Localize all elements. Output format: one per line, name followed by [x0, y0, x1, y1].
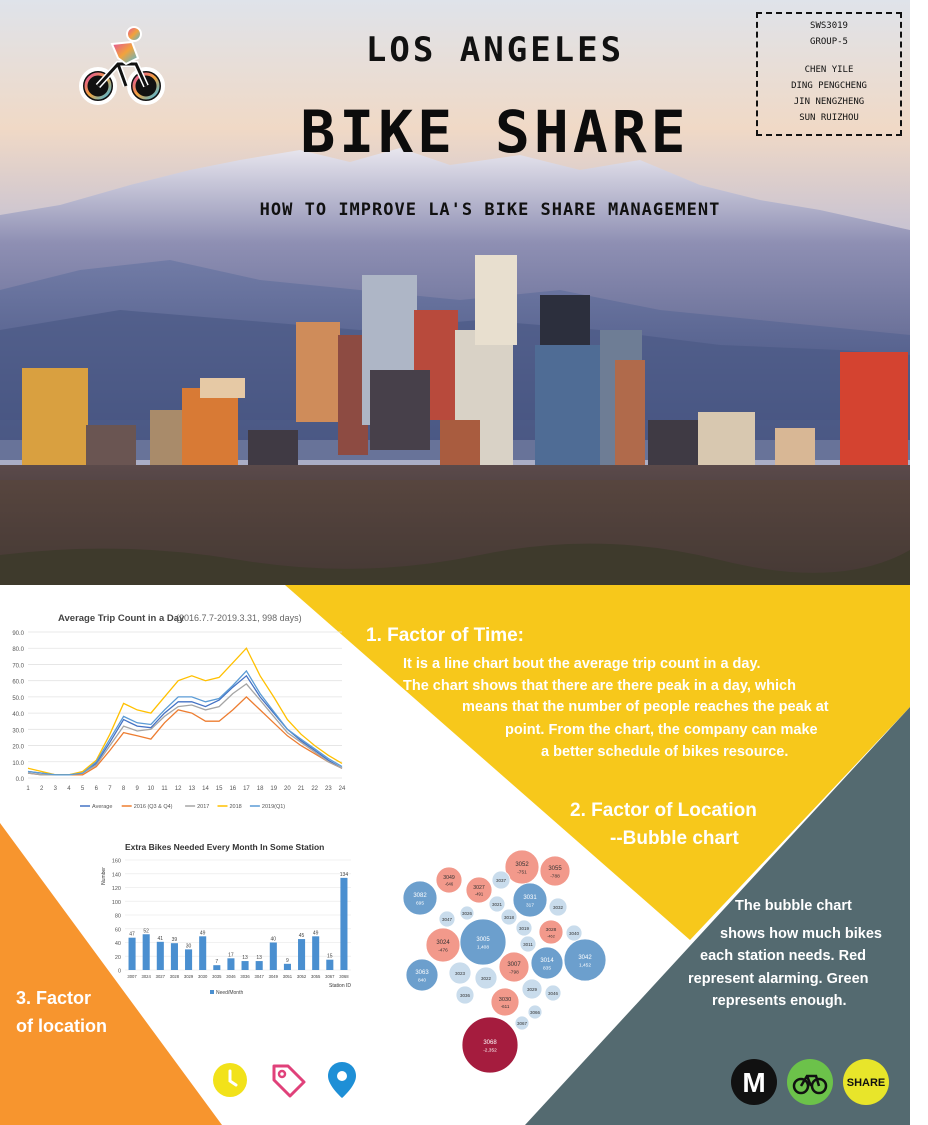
factor-location-subheading: --Bubble chart	[610, 828, 739, 849]
bar	[213, 965, 220, 970]
bubble-id-label: 3014	[540, 958, 554, 964]
bar	[171, 943, 178, 970]
bubble-desc-line: represent alarming. Green	[688, 971, 869, 987]
bubble-id-label: 3042	[578, 955, 592, 961]
y-tick-label: 140	[111, 872, 121, 879]
x-tick-label: 6	[94, 786, 98, 792]
bar-value-label: 13	[242, 955, 248, 962]
bubble-value-label: 317	[525, 903, 535, 909]
title-main: BIKE SHARE	[300, 98, 690, 166]
bubble-id-label: 3037	[495, 878, 507, 883]
y-tick-label: 70.0	[12, 663, 24, 670]
y-tick-label: 80	[114, 913, 121, 920]
bubble-id-label: 3011	[523, 942, 533, 947]
bubble-id-label: 3063	[415, 970, 429, 976]
x-tick-label: 9	[135, 786, 139, 792]
member-name: DING PENGCHENG	[791, 81, 867, 91]
bubble-id-label: 3032	[552, 905, 564, 910]
legend-label: Average	[92, 804, 113, 810]
x-tick-label: 14	[202, 786, 209, 792]
bubble-value-label: -2,352	[483, 1048, 497, 1054]
bubble-id-label: 3027	[473, 885, 485, 891]
bar-value-label: 17	[228, 952, 234, 959]
bubble-value-label: -798	[509, 970, 519, 976]
bubble-value-label: -611	[500, 1004, 510, 1010]
bar	[256, 961, 263, 970]
y-tick-label: 40.0	[12, 712, 24, 719]
bar	[157, 942, 164, 970]
bubble-value-label: 835	[542, 966, 552, 972]
title-top: LOS ANGELES	[365, 30, 625, 70]
y-tick-label: 60	[114, 927, 121, 934]
y-tick-label: 30.0	[12, 728, 24, 735]
x-tick-label: 1	[26, 786, 30, 792]
bubble-id-label: 3049	[443, 875, 455, 881]
x-tick-label: 5	[80, 786, 85, 792]
metro-icon	[730, 1058, 778, 1111]
x-tick-label: 3024	[141, 974, 151, 979]
bar-value-label: 15	[327, 953, 333, 960]
y-tick-label: 50.0	[12, 695, 24, 702]
x-tick-label: 17	[243, 786, 250, 792]
bubble-value-label: 1,452	[578, 963, 592, 969]
bubble-id-label: 3047	[441, 917, 453, 922]
member-name: JIN NENGZHENG	[793, 97, 865, 107]
x-tick-label: 3068	[339, 974, 349, 979]
member-name: CHEN YILE	[804, 65, 854, 75]
bar	[340, 878, 347, 970]
x-tick-label: 3028	[169, 974, 180, 979]
subtitle: HOW TO IMPROVE LA'S BIKE SHARE MANAGEMENT	[259, 200, 721, 220]
bar-value-label: 30	[185, 943, 192, 950]
x-tick-label: 15	[215, 786, 223, 792]
member-name: SUN RUIZHOU	[799, 113, 859, 123]
y-tick-label: 120	[111, 886, 121, 892]
y-tick-label: 90.0	[12, 631, 24, 637]
factor-time-heading: 1. Factor of Time:	[366, 625, 525, 646]
bar-value-label: 39	[171, 937, 178, 944]
x-tick-label: 22	[311, 786, 319, 792]
bubble-id-label: 3019	[518, 926, 530, 931]
x-tick-label: 3067	[325, 974, 335, 979]
line-chart-title: Average Trip Count in a Day	[58, 613, 185, 624]
factor-time-line: The chart shows that there are there peak in a day, which	[403, 678, 796, 694]
legend-label: 2017	[197, 804, 210, 810]
bubble-value-label: -462	[547, 934, 555, 939]
factor-three-heading: 3. Factor	[16, 988, 92, 1008]
cyclist-logo	[76, 24, 168, 112]
bar-value-label: 45	[298, 933, 305, 940]
x-tick-label: 3030	[198, 974, 208, 979]
group-name: GROUP-5	[810, 37, 848, 47]
bubble-value-label: -646	[444, 881, 454, 887]
y-tick-label: 10.0	[12, 760, 24, 767]
x-tick-label: 21	[297, 786, 305, 792]
y-tick-label: 80.0	[12, 647, 24, 654]
bubble-id-label: 3066	[529, 1010, 541, 1015]
x-tick-label: 8	[121, 786, 126, 792]
bubble-id-label: 3068	[483, 1040, 497, 1046]
x-tick-label: 11	[161, 786, 168, 792]
bar-chart	[95, 838, 355, 1008]
y-tick-label: 0.0	[15, 777, 24, 783]
bubble-desc-line: shows how much bikes	[720, 926, 882, 942]
factor-three-subheading: of location	[16, 1016, 107, 1036]
legend-label: 2019(Q1)	[261, 804, 286, 810]
series-line	[28, 671, 342, 775]
bar	[242, 961, 249, 970]
bubble-value-label: -751	[517, 870, 527, 876]
legend-swatch	[210, 990, 214, 994]
bar	[270, 943, 277, 971]
x-tick-label: 3029	[183, 974, 194, 979]
y-tick-label: 40	[114, 941, 121, 947]
x-tick-label: 3049	[268, 974, 278, 979]
bubble-id-label: 3040	[568, 931, 580, 936]
bubble-id-label: 3007	[507, 962, 521, 968]
bubble-id-label: 3029	[526, 987, 538, 992]
course-code: SWS3019	[810, 21, 848, 31]
bar	[185, 949, 192, 970]
x-tick-label: 10	[147, 786, 155, 792]
x-tick-label: 23	[325, 786, 332, 792]
series-line	[28, 676, 342, 775]
legend-label: 2016 (Q3 & Q4)	[133, 804, 173, 810]
factor-location-heading: 2. Factor of Location	[570, 800, 757, 821]
factor-time-line: It is a line chart bout the average trip count in a day.	[403, 656, 761, 672]
share-icon	[842, 1058, 890, 1111]
y-tick-label: 160	[111, 858, 121, 865]
bar	[227, 958, 234, 970]
factor-time-line: point. From the chart, the company can make	[505, 722, 818, 738]
bar-value-label: 49	[312, 930, 319, 937]
line-chart	[0, 605, 350, 835]
x-tick-label: 20	[284, 786, 291, 792]
bar	[284, 964, 291, 970]
bar	[143, 934, 150, 970]
bubble-id-label: 3030	[498, 997, 512, 1003]
metro-label: M	[742, 1067, 766, 1098]
x-tick-label: 12	[174, 786, 182, 792]
legend-label: Need/Month	[216, 990, 244, 996]
bar	[129, 938, 136, 970]
factor-time-line: a better schedule of bikes resource.	[541, 744, 789, 760]
clock-icon	[212, 1062, 248, 1103]
y-tick-label: 100	[111, 899, 121, 906]
bubble-value-label: -788	[550, 874, 560, 880]
credits-box	[756, 12, 902, 136]
legend-label: 2018	[229, 804, 242, 810]
bubble-id-label: 3031	[523, 895, 537, 901]
x-tick-label: 3035	[212, 974, 222, 979]
location-pin-icon	[326, 1060, 358, 1105]
bar-chart-title: Extra Bikes Needed Every Month In Some Station	[125, 842, 325, 852]
bar-value-label: 49	[199, 930, 206, 937]
bar	[298, 939, 305, 970]
bar-value-label: 52	[143, 928, 149, 935]
bubble-value-label: -491	[474, 891, 484, 897]
x-tick-label: 7	[108, 786, 112, 792]
x-tick-label: 3027	[155, 974, 165, 979]
bubble-chart	[395, 845, 615, 1075]
x-tick-label: 3	[53, 786, 57, 792]
bubble-desc-line: represents enough.	[712, 993, 847, 1009]
x-tick-label: 3052	[296, 974, 307, 979]
x-tick-label: 3055	[311, 974, 321, 979]
x-tick-label: 3036	[240, 974, 250, 979]
x-tick-label: 2	[39, 786, 44, 792]
x-tick-label: 3051	[282, 974, 293, 979]
x-tick-label: 3047	[254, 974, 264, 979]
line-chart-title-note: (2016.7.7-2019.3.31, 998 days)	[176, 613, 302, 623]
bicycle-icon	[786, 1058, 834, 1111]
x-tick-label: 18	[256, 786, 264, 792]
bubble-id-label: 3036	[459, 993, 471, 998]
x-tick-label: 13	[188, 786, 196, 792]
share-label: SHARE	[846, 1077, 886, 1089]
bubble-id-label: 3023	[454, 971, 466, 976]
factor-time-line: means that the number of people reaches the peak at	[462, 699, 829, 715]
bubble-id-label: 3052	[515, 862, 529, 868]
bubble-id-label: 3026	[461, 911, 473, 916]
bubble-id-label: 3028	[545, 928, 557, 933]
bubble-id-label: 3005	[476, 937, 490, 943]
bar	[326, 960, 333, 970]
x-tick-label: 3007	[127, 974, 137, 979]
bubble-desc-line: The bubble chart	[735, 898, 852, 914]
y-tick-label: 20.0	[12, 744, 24, 751]
bubble-id-label: 3055	[548, 866, 562, 872]
bar	[312, 936, 319, 970]
bar	[199, 936, 206, 970]
bar-value-label: 41	[157, 935, 164, 942]
bubble-id-label: 3046	[547, 991, 559, 996]
bubble-value-label: 840	[417, 978, 427, 984]
bar-value-label: 9	[286, 957, 289, 964]
bubble-value-label: -476	[438, 948, 448, 954]
y-tick-label: 60.0	[12, 679, 24, 686]
bubble-id-label: 3021	[491, 902, 503, 907]
bubble-id-label: 3067	[516, 1021, 528, 1026]
x-axis-label: Station ID	[329, 983, 351, 989]
x-tick-label: 19	[270, 786, 278, 792]
y-tick-label: 20	[114, 954, 121, 961]
bar-value-label: 7	[215, 959, 219, 966]
tag-icon	[268, 1060, 308, 1105]
bar-value-label: 47	[129, 931, 135, 938]
bubble-id-label: 3022	[480, 976, 492, 981]
bubble-value-label: 1,408	[476, 945, 490, 951]
bubble-value-label: 695	[415, 901, 425, 907]
bubble-desc-line: each station needs. Red	[700, 948, 866, 964]
x-tick-label: 24	[338, 786, 346, 792]
bubble-id-label: 3082	[413, 893, 427, 899]
bubble-id-label: 3024	[436, 940, 450, 946]
x-tick-label: 4	[67, 786, 71, 792]
bubble-id-label: 3018	[503, 915, 515, 920]
x-tick-label: 16	[229, 786, 237, 792]
y-tick-label: 0	[117, 968, 121, 975]
y-axis-label: Number	[101, 867, 107, 885]
x-tick-label: 3046	[226, 974, 236, 979]
bar-value-label: 134	[339, 871, 349, 878]
bar-value-label: 40	[270, 936, 277, 943]
bar-value-label: 13	[256, 955, 262, 962]
